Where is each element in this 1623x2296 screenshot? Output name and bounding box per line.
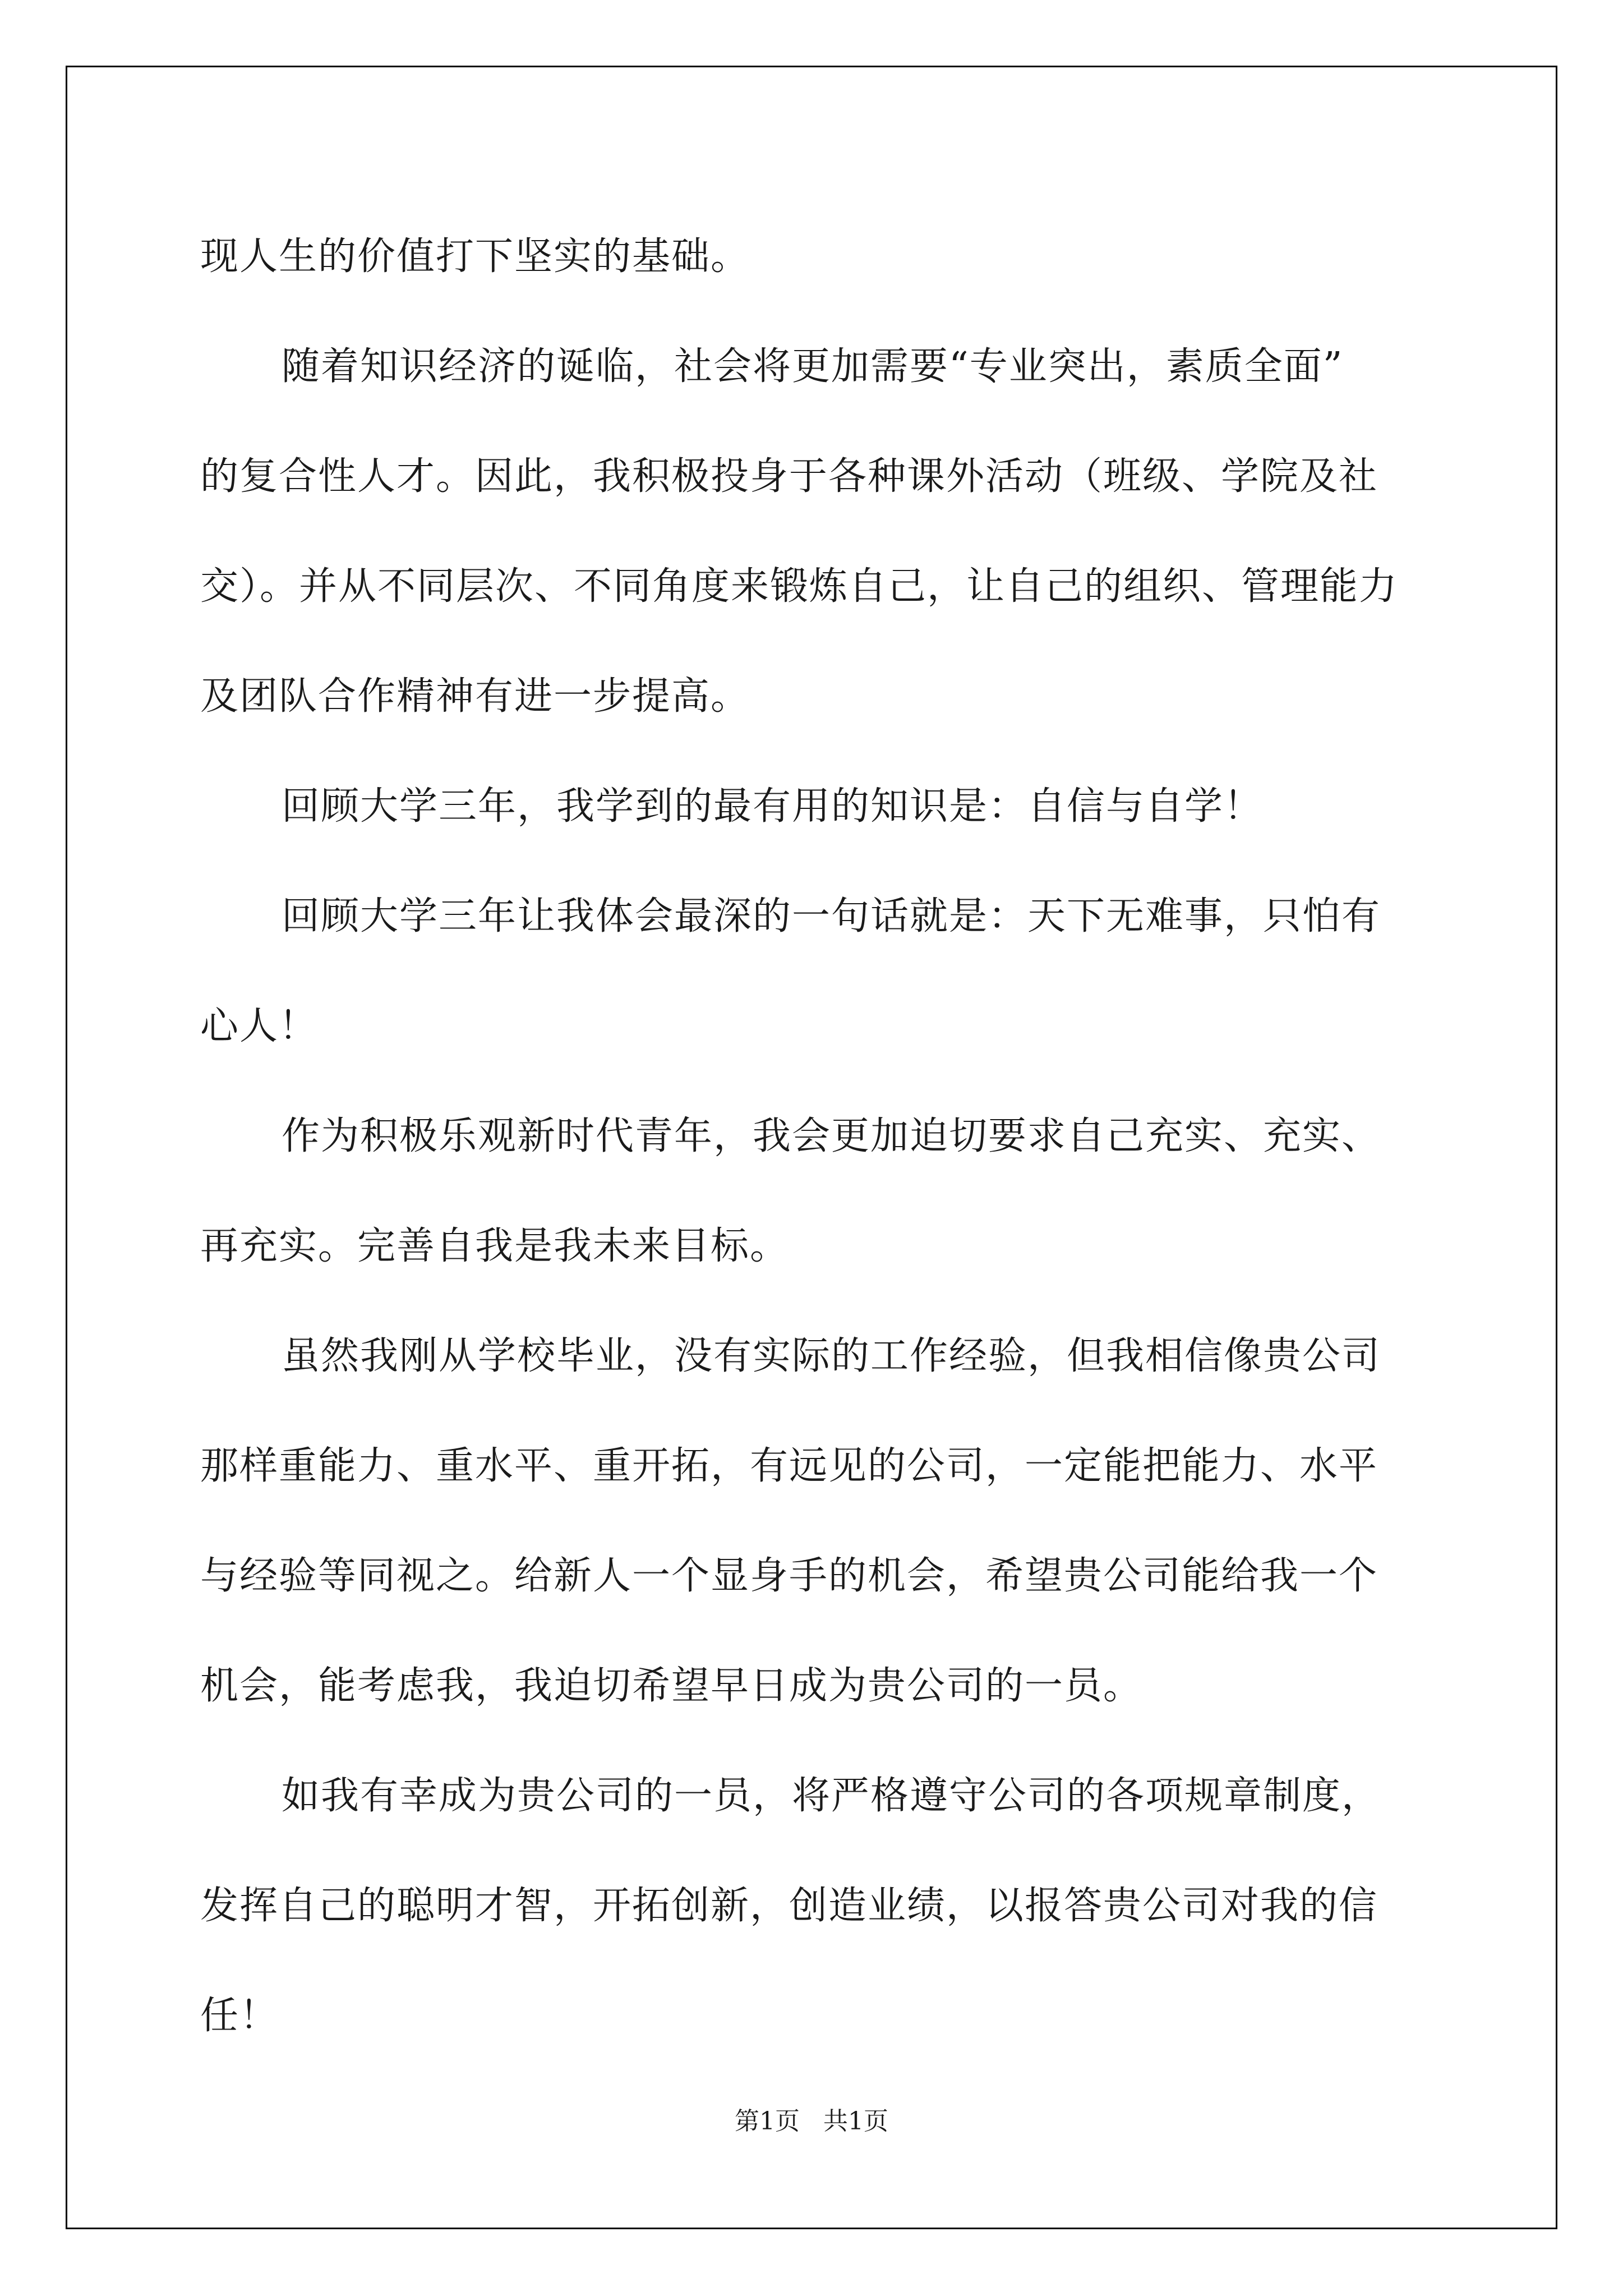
text-line-4: 交）。并从不同层次、不同角度来锻炼自己，让自己的组织、管理能力: [200, 564, 1399, 609]
text-line-17: 任！: [200, 1994, 279, 2038]
text-line-6: 回顾大学三年，我学到的最有用的知识是：自信与自学！: [282, 784, 1264, 829]
text-line-2: 随着知识经济的诞临，社会将更加需要“专业突出，素质全面”: [282, 344, 1344, 389]
text-line-10: 再充实。完善自我是我未来目标。: [200, 1224, 790, 1268]
page-footer: 第1页 共1页: [735, 2107, 888, 2136]
text-line-1: 现人生的价值打下坚实的基础。: [200, 234, 750, 279]
text-line-7: 回顾大学三年让我体会最深的一句话就是：天下无难事，只怕有: [282, 894, 1381, 938]
text-line-14: 机会，能考虑我，我迫切希望早日成为贵公司的一员。: [200, 1664, 1143, 1708]
text-line-8: 心人！: [200, 1004, 319, 1048]
text-line-16: 发挥自己的聪明才智，开拓创新，创造业绩，以报答贵公司对我的信: [200, 1884, 1378, 1928]
text-line-9: 作为积极乐观新时代青年，我会更加迫切要求自己充实、充实、: [282, 1114, 1381, 1158]
text-line-11: 虽然我刚从学校毕业，没有实际的工作经验，但我相信像贵公司: [282, 1334, 1381, 1378]
text-line-3: 的复合性人才。因此，我积极投身于各种课外活动（班级、学院及社: [200, 454, 1378, 499]
text-line-15: 如我有幸成为贵公司的一员，将严格遵守公司的各项规章制度，: [282, 1774, 1381, 1818]
text-line-5: 及团队合作精神有进一步提高。: [200, 674, 750, 719]
text-line-13: 与经验等同视之。给新人一个显身手的机会，希望贵公司能给我一个: [200, 1554, 1378, 1598]
text-line-12: 那样重能力、重水平、重开拓，有远见的公司，一定能把能力、水平: [200, 1444, 1378, 1488]
document-body: [200, 202, 1428, 2071]
